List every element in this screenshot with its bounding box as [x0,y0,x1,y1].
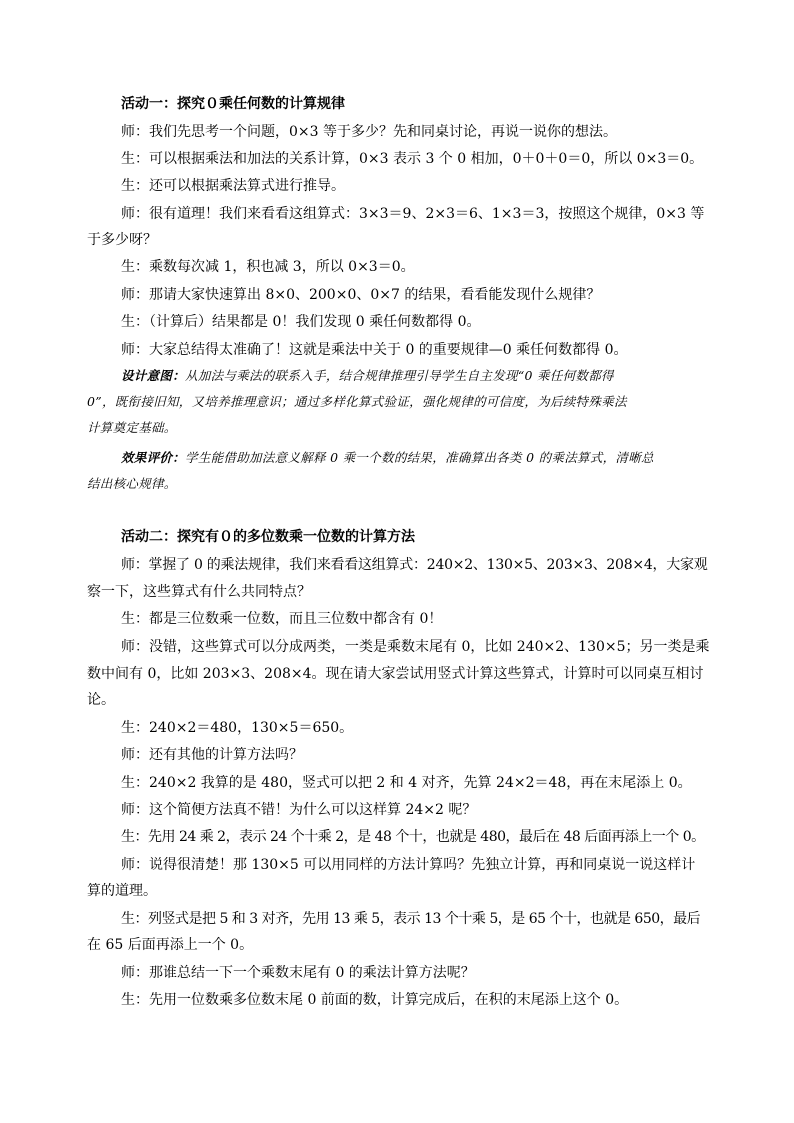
section1-title: 活动一：探究０乘任何数的计算规律 [121,96,345,112]
evaluation-line [121,448,654,468]
section2-title: 活动二：探究有０的多位数乘一位数的计算方法 [121,529,415,545]
evaluation-label: 效果评价： [121,450,186,465]
dialogue-line: 师：没错，这些算式可以分成两类，一类是乘数末尾有 0，比如 240×2、130×5；另一类是乘 [121,639,710,655]
dialogue-line: 论。 [87,692,115,708]
dialogue-line: 师：说得很清楚！那 130×5 可以用同样的方法计算吗？先独立计算，再和同桌说一说这样计 [121,857,696,873]
dialogue-line: 师：还有其他的计算方法吗？ [121,747,303,763]
dialogue-line: 生：乘数每次减 1，积也减 3，所以 0×3＝0。 [121,259,415,275]
evaluation-line: 结出核心规律。 [87,476,177,491]
dialogue-line: 算的道理。 [87,883,157,899]
dialogue-line: 生：还可以根据乘法算式进行推导。 [121,178,345,194]
dialogue-line: 师：那请大家快速算出 8×0、200×0、0×7 的结果，看看能发现什么规律？ [121,287,601,303]
dialogue-line: 于多少呀？ [87,232,157,248]
design-intent-line: 0”，既衔接旧知，又培养推理意识；通过多样化算式验证，强化规律的可信度，为后续特殊乘法 [87,394,627,409]
dialogue-line: 师：很有道理！我们来看看这组算式：3×3＝9、2×3＝6、1×3＝3，按照这个规律，0×3 等 [121,206,705,222]
design-intent-line [121,366,614,386]
dialogue-line: 师：这个简便方法真不错！为什么可以这样算 24×2 呢？ [121,802,477,818]
design-intent-line: 计算奠定基础。 [87,420,177,435]
dialogue-line: 生：240×2 我算的是 480，竖式可以把 2 和 4 对齐，先算 24×2＝48，再在末尾添上 0。 [121,775,692,791]
dialogue-line: 师：我们先思考一个问题，0×3 等于多少？先和同桌讨论，再说一说你的想法。 [121,124,617,140]
dialogue-line: 数中间有 0，比如 203×3、208×4。现在请大家尝试用竖式计算这些算式，计算时可以同桌互相讨 [87,666,704,682]
dialogue-line: 生：（计算后）结果都是 0！我们发现 0 乘任何数都得 0。 [121,314,481,330]
design-intent-label: 设计意图： [121,368,186,383]
dialogue-line: 生：先用一位数乘多位数末尾 0 前面的数，计算完成后，在积的末尾添上这个 0。 [121,992,629,1008]
dialogue-line: 察一下，这些算式有什么共同特点？ [87,584,311,600]
dialogue-line: 师：那谁总结一下一个乘数末尾有 0 的乘法计算方法呢？ [121,965,475,981]
design-intent-text: 从加法与乘法的联系入手，结合规律推理引导学生自主发现“0 乘任何数都得 [185,368,614,383]
dialogue-line: 师：掌握了 0 的乘法规律，我们来看看这组算式：240×2、130×5、203×3、208×4，大家观 [121,557,708,573]
dialogue-line: 生：先用 24 乘 2，表示 24 个十乘 2，是 48 个十，也就是 480，最后在 48 后面再添上一个 0。 [121,829,705,845]
dialogue-line: 生：都是三位数乘一位数，而且三位数中都含有 0！ [121,611,443,627]
dialogue-line: 生：可以根据乘法和加法的关系计算，0×3 表示 3 个 0 相加，0＋0＋0＝0，所以 0×3＝0。 [121,151,704,167]
dialogue-line: 生：240×2＝480，130×5＝650。 [121,720,354,736]
dialogue-line: 师：大家总结得太准确了！这就是乘法中关于 0 的重要规律—0 乘任何数都得 0。 [121,342,628,358]
dialogue-line: 生：列竖式是把 5 和 3 对齐，先用 13 乘 5，表示 13 个十乘 5，是 65 个十，也就是 650，最后 [121,911,701,927]
evaluation-text: 学生能借助加法意义解释 0 乘一个数的结果，准确算出各类 0 的乘法算式，清晰总 [185,450,654,465]
dialogue-line: 在 65 后面再添上一个 0。 [87,937,254,953]
